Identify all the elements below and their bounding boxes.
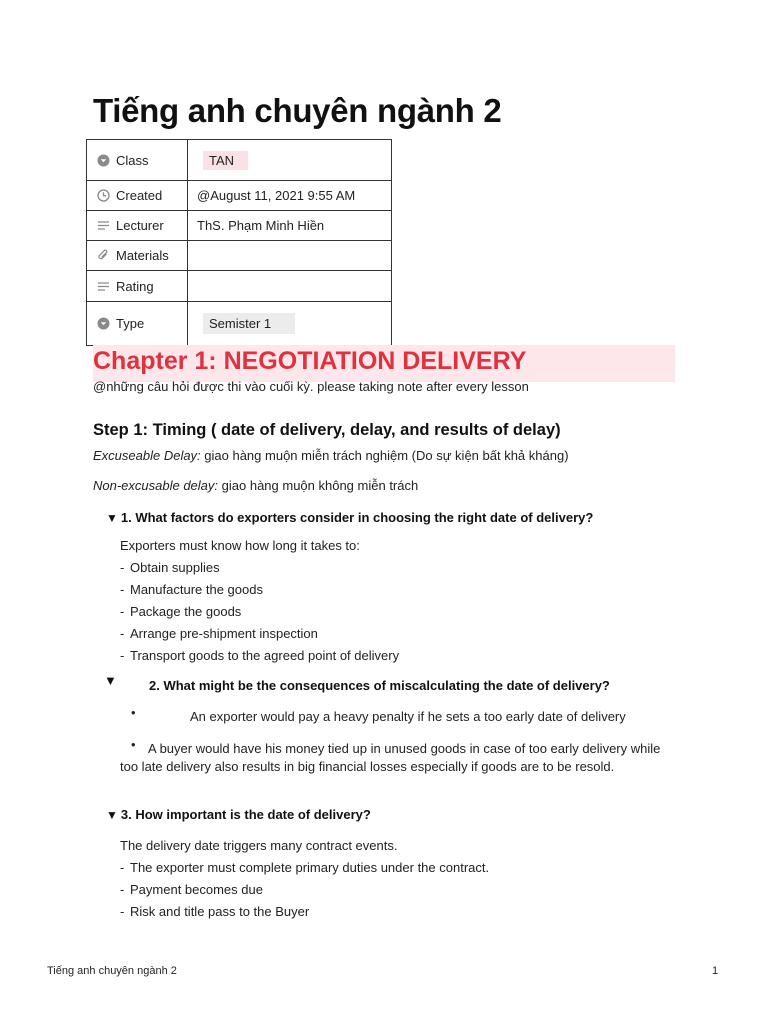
question-2-bullet-1: An exporter would pay a heavy penalty if he sets a too early date of delivery bbox=[190, 709, 626, 724]
definition-term: Non-excusable delay: bbox=[93, 478, 219, 493]
question-1-intro: Exporters must know how long it takes to: bbox=[120, 538, 360, 553]
page-title: Tiếng anh chuyên ngành 2 bbox=[93, 92, 502, 129]
question-1-text: 1. What factors do exporters consider in choosing the right date of delivery? bbox=[120, 510, 594, 525]
definition-excusable bbox=[93, 448, 569, 463]
text-icon bbox=[97, 280, 110, 293]
definition-term: Excuseable Delay: bbox=[93, 448, 201, 463]
lecturer-value: ThS. Phạm Minh Hiền bbox=[197, 218, 325, 233]
clock-icon bbox=[97, 189, 110, 202]
definition-non-excusable bbox=[93, 478, 418, 493]
list-item: - Risk and title pass to the Buyer bbox=[120, 904, 310, 919]
toggle-triangle-icon[interactable]: ▼ bbox=[104, 673, 117, 688]
created-value: @August 11, 2021 9:55 AM bbox=[197, 188, 356, 203]
select-icon bbox=[97, 154, 110, 167]
list-item: - Manufacture the goods bbox=[120, 582, 263, 597]
property-row-class bbox=[87, 140, 392, 181]
type-tag[interactable]: Semister 1 bbox=[203, 313, 295, 334]
property-name: Class bbox=[116, 152, 149, 168]
toggle-triangle-icon[interactable]: ▼ bbox=[106, 511, 118, 525]
definition-text: giao hàng muộn miễn trách nghiệm (Do sự kiện bất khả kháng) bbox=[200, 448, 569, 463]
toggle-question-1[interactable] bbox=[106, 510, 593, 525]
footer-title: Tiếng anh chuyên ngành 2 bbox=[47, 965, 177, 977]
property-row-materials bbox=[87, 241, 392, 271]
property-row-rating bbox=[87, 271, 392, 302]
property-row-created bbox=[87, 181, 392, 211]
list-item: - Package the goods bbox=[120, 604, 242, 619]
list-item: - Payment becomes due bbox=[120, 882, 263, 897]
property-name: Created bbox=[116, 188, 163, 203]
property-row-lecturer bbox=[87, 211, 392, 241]
select-icon bbox=[97, 317, 110, 330]
question-3-intro: The delivery date triggers many contract events. bbox=[120, 838, 398, 853]
property-name: Type bbox=[116, 316, 145, 331]
list-item: - Arrange pre-shipment inspection bbox=[120, 626, 318, 641]
list-item: - The exporter must complete primary duties under the contract. bbox=[120, 860, 490, 875]
list-item: - Obtain supplies bbox=[120, 560, 220, 575]
chapter-heading: Chapter 1: NEGOTIATION DELIVERY bbox=[93, 345, 675, 382]
step-heading: Step 1: Timing ( date of delivery, delay, and results of delay) bbox=[93, 421, 561, 439]
property-row-type bbox=[87, 302, 392, 346]
toggle-triangle-icon[interactable]: ▼ bbox=[106, 808, 118, 822]
bullet-icon: • bbox=[131, 737, 136, 752]
property-name: Rating bbox=[116, 278, 154, 294]
property-name: Materials bbox=[116, 248, 169, 263]
question-3-text: 3. How important is the date of delivery? bbox=[120, 807, 371, 822]
question-2-bullet-2: A buyer would have his money tied up in unused goods in case of too early delivery while too late delivery also results in big financial losses especially if goods are to be resold. bbox=[120, 741, 661, 774]
page-number: 1 bbox=[712, 965, 719, 977]
question-2-text: 2. What might be the consequences of miscalculating the date of delivery? bbox=[149, 678, 610, 693]
list-item: - Transport goods to the agreed point of delivery bbox=[120, 648, 400, 663]
bullet-icon: • bbox=[131, 705, 136, 720]
class-tag[interactable]: TAN bbox=[203, 151, 248, 170]
definition-text: giao hàng muộn không miễn trách bbox=[218, 478, 419, 493]
attachment-icon bbox=[97, 249, 110, 262]
text-icon bbox=[97, 219, 110, 232]
property-name: Lecturer bbox=[116, 218, 164, 233]
toggle-question-3[interactable] bbox=[106, 807, 371, 822]
properties-table bbox=[86, 139, 392, 346]
chapter-note: @những câu hỏi được thi vào cuối kỳ. please taking note after every lesson bbox=[93, 379, 529, 394]
